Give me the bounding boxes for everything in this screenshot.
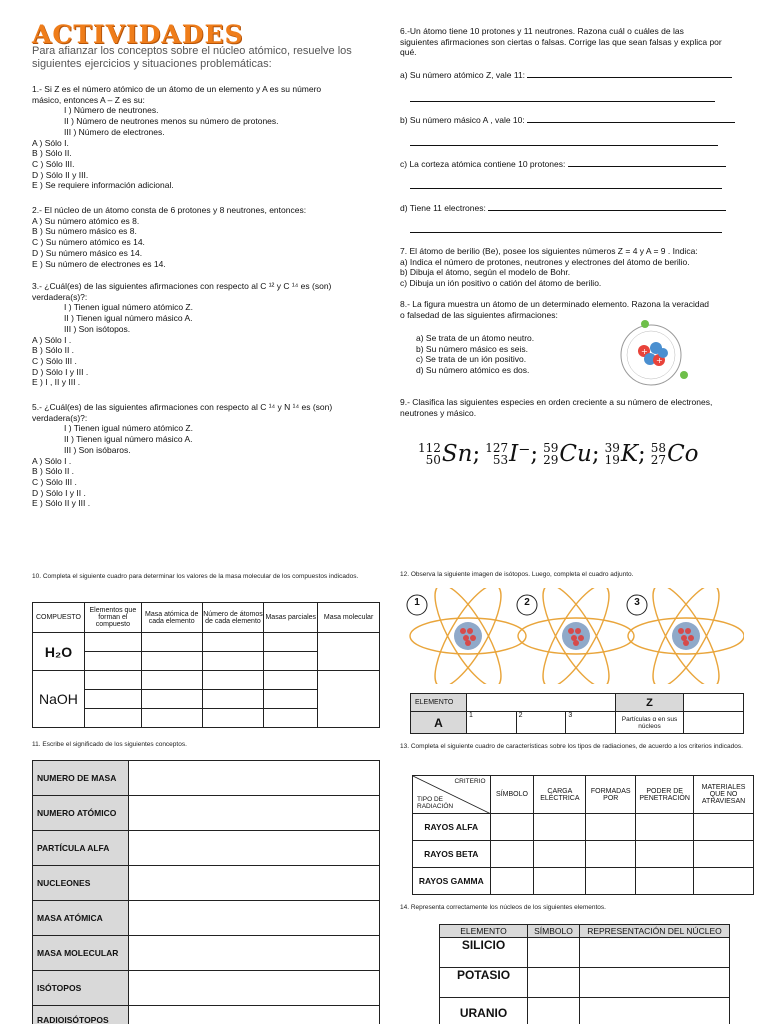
element-symbol: I⁻	[509, 441, 531, 467]
separator: ;	[472, 441, 481, 467]
atom-label: 2	[524, 597, 530, 608]
statement-item: III ) Número de electrones.	[64, 126, 165, 137]
nucleus-table	[439, 924, 730, 1024]
concept-cell: RADIOISÓTOPOS	[33, 1006, 129, 1024]
question-line: 9.- Clasifica las siguientes especies en orden creciente a su número de electrones,	[400, 397, 713, 407]
answer-line[interactable]	[410, 145, 718, 146]
answer-blank[interactable]	[527, 114, 735, 123]
answer-cell[interactable]	[490, 868, 534, 895]
answer-cell[interactable]	[516, 712, 566, 734]
answer-cell[interactable]	[84, 709, 141, 728]
answer-cell[interactable]	[684, 694, 744, 712]
question-14: 14. Representa correctamente los núcleos de los siguientes elementos.	[400, 904, 606, 911]
radiation-type: RAYOS ALFA	[413, 814, 491, 841]
table-header: Z	[616, 694, 684, 712]
concept-cell: ISÓTOPOS	[33, 971, 129, 1006]
mass-number: 59	[543, 441, 559, 455]
question-line: 6.-Un átomo tiene 10 protones y 11 neutrones. Razona cuál o cuáles de las	[400, 26, 684, 36]
answer-blank[interactable]	[527, 69, 732, 78]
statement-item: III ) Son isóbaros.	[64, 444, 131, 455]
atom-label: 3	[634, 597, 640, 608]
q6-item-c	[400, 158, 730, 170]
answer-cell[interactable]	[202, 652, 264, 671]
atomic-number: 29	[543, 453, 559, 467]
table-header: SÍMBOLO	[528, 925, 580, 938]
answer-cell[interactable]	[264, 709, 318, 728]
question-line: siguientes afirmaciones son ciertas o falsas. Corrige las que sean falsas y explica por	[400, 36, 722, 47]
answer-cell[interactable]	[636, 868, 694, 895]
electron-icon	[680, 371, 688, 379]
question-line: 2.- El núcleo de un átomo consta de 6 protones y 8 neutrones, entonces:	[32, 205, 307, 215]
answer-option: d) Su número atómico es dos.	[416, 365, 530, 376]
answer-option: B ) Sólo II.	[32, 148, 72, 159]
answer-cell[interactable]	[318, 671, 380, 728]
element-symbol: Sn	[441, 441, 473, 467]
element-name: SILICIO	[440, 938, 528, 968]
answer-cell[interactable]	[694, 814, 754, 841]
item-label: c) La corteza atómica contiene 10 protones:	[400, 159, 566, 169]
answer-cell[interactable]	[318, 633, 380, 671]
answer-cell[interactable]	[202, 633, 264, 652]
question-1	[32, 84, 377, 191]
answer-cell[interactable]	[490, 814, 534, 841]
answer-option: A ) Su número atómico es 8.	[32, 215, 140, 226]
answer-option: a) Se trata de un átomo neutro.	[416, 333, 535, 343]
statement-item: I ) Número de neutrones.	[64, 105, 159, 116]
answer-cell[interactable]	[264, 690, 318, 709]
nuclide	[605, 441, 651, 467]
concept-cell: NUMERO DE MASA	[33, 761, 129, 796]
atomic-number: 53	[492, 453, 509, 467]
answer-option: A ) Sólo I .	[32, 334, 72, 345]
question-line: 5.- ¿Cuál(es) de las siguientes afirmaciones con respecto al C ¹⁴ y N ¹⁴ es (son)	[32, 402, 333, 412]
answer-cell[interactable]	[586, 841, 636, 868]
q6-item-a	[400, 69, 730, 81]
answer-cell[interactable]	[129, 936, 380, 971]
concept-cell: NUMERO ATÓMICO	[33, 796, 129, 831]
answer-cell[interactable]	[580, 938, 730, 968]
answer-cell[interactable]	[580, 968, 730, 998]
intro-text: Para afianzar los conceptos sobre el núcleo atómico, resuelve los siguientes ejercicios y situaciones problemáticas:	[32, 45, 352, 70]
answer-cell[interactable]	[84, 652, 141, 671]
answer-cell[interactable]	[528, 938, 580, 968]
species-formula	[418, 441, 699, 467]
table-header: CARGA ELÉCTRICA	[534, 776, 586, 814]
question-line: qué.	[400, 47, 417, 58]
q6-item-d	[400, 202, 730, 214]
answer-option: E ) I , II y III .	[32, 377, 81, 388]
table-header: Partículas α en sus núcleos	[616, 712, 684, 734]
answer-cell[interactable]	[129, 866, 380, 901]
compound-cell: NaOH	[33, 671, 85, 728]
answer-cell[interactable]	[141, 709, 202, 728]
question-line: verdadera(s)?:	[32, 412, 88, 423]
answer-cell[interactable]	[84, 633, 141, 652]
answer-cell[interactable]	[129, 901, 380, 936]
question-line: a) Indica el número de protones, neutrones y electrones del átomo de berilio.	[400, 256, 690, 267]
answer-cell[interactable]	[586, 814, 636, 841]
element-symbol: Cu	[559, 441, 592, 467]
answer-cell[interactable]	[636, 841, 694, 868]
compound-cell: H₂O	[33, 633, 85, 671]
answer-cell[interactable]	[490, 841, 534, 868]
table-header: ELEMENTO	[411, 694, 467, 712]
page-title: ACTIVIDADES	[32, 20, 244, 49]
answer-option: D ) Sólo I y II .	[32, 487, 86, 498]
answer-option: C ) Su número atómico es 14.	[32, 237, 145, 248]
svg-text:+: +	[641, 347, 648, 356]
statement-item: I ) Tienen igual número atómico Z.	[64, 302, 193, 313]
answer-cell[interactable]	[129, 761, 380, 796]
question-line: 7. El átomo de berilio (Be), posee los siguientes números Z = 4 y A = 9 . Indica:	[400, 246, 698, 256]
table-header: ELEMENTO	[440, 925, 528, 938]
answer-cell[interactable]	[467, 694, 616, 712]
question-11: 11. Escribe el significado de los siguientes conceptos.	[32, 741, 187, 748]
answer-cell[interactable]	[694, 841, 754, 868]
svg-text:+: +	[656, 356, 663, 365]
question-line: másico, entonces A – Z es su:	[32, 94, 145, 105]
atom-label: 1	[414, 597, 420, 608]
mass-number: 58	[650, 441, 667, 455]
concept-cell: NUCLEONES	[33, 866, 129, 901]
question-line: verdadera(s)?:	[32, 291, 88, 302]
question-5	[32, 402, 377, 509]
marker: 3	[568, 712, 573, 719]
question-8	[400, 299, 745, 320]
answer-cell[interactable]	[129, 796, 380, 831]
answer-option: A ) Sólo I .	[32, 455, 72, 466]
table-header: Masa atómica de cada elemento	[141, 603, 202, 633]
separator: ;	[530, 441, 539, 467]
answer-option: C ) Sólo III .	[32, 476, 77, 487]
concepts-table	[32, 760, 380, 1024]
question-10: 10. Completa el siguiente cuadro para determinar los valores de la masa molecular de los compuestos indicados.	[32, 573, 359, 580]
answer-cell[interactable]	[580, 998, 730, 1024]
answer-cell[interactable]	[528, 998, 580, 1024]
question-12: 12. Observa la siguiente imagen de isótopos. Luego, completa el cuadro adjunto.	[400, 571, 634, 578]
answer-cell[interactable]	[202, 690, 264, 709]
marker: 2	[518, 712, 523, 719]
atom-illustration	[610, 318, 692, 392]
answer-option: E ) Se requiere información adicional.	[32, 180, 174, 191]
question-line: 3.- ¿Cuál(es) de las siguientes afirmaciones con respecto al C ¹² y C ¹⁴ es (son)	[32, 281, 332, 291]
mass-number: 39	[604, 441, 620, 455]
criterio-label: CRITERIO	[454, 778, 486, 785]
answer-cell[interactable]	[84, 690, 141, 709]
table-header: MATERIALES QUE NO ATRAVIESAN	[694, 776, 754, 814]
question-line: neutrones y másico.	[400, 407, 477, 418]
table-header: PODER DE PENETRACIÓN	[636, 776, 694, 814]
answer-cell[interactable]	[586, 868, 636, 895]
table-header: Elementos que forman el compuesto	[84, 603, 141, 633]
atomic-number: 27	[650, 453, 667, 467]
statement-item: II ) Tienen igual número másico A.	[64, 313, 193, 324]
answer-cell[interactable]	[141, 633, 202, 652]
separator: ;	[591, 441, 600, 467]
question-6	[400, 26, 745, 58]
nuclide	[418, 441, 485, 467]
radiation-type: RAYOS BETA	[413, 841, 491, 868]
answer-cell[interactable]	[534, 841, 586, 868]
nuclide	[485, 441, 543, 467]
item-label: b) Su número másico A , vale 10:	[400, 115, 525, 125]
statement-item: III ) Son isótopos.	[64, 323, 131, 334]
question-2	[32, 205, 377, 269]
question-8-options	[416, 333, 616, 376]
answer-option: B ) Su número másico es 8.	[32, 226, 137, 237]
question-9	[400, 397, 745, 418]
answer-option: b) Su número másico es seis.	[416, 343, 528, 354]
isotopes-table	[410, 693, 744, 734]
element-name: URANIO	[440, 998, 528, 1024]
question-line: 1.- Si Z es el número atómico de un átomo de un elemento y A es su número	[32, 84, 322, 94]
question-line: o falsedad de las siguientes afirmaciones:	[400, 309, 558, 320]
answer-option: E ) Sólo II y III .	[32, 498, 91, 509]
answer-cell[interactable]	[129, 971, 380, 1006]
table-header: Número de átomos de cada elemento	[202, 603, 264, 633]
question-line: 8.- La figura muestra un átomo de un determinado elemento. Razona la veracidad	[400, 299, 710, 309]
table-header: FORMADAS POR	[586, 776, 636, 814]
concept-cell: MASA ATÓMICA	[33, 901, 129, 936]
answer-cell[interactable]	[534, 814, 586, 841]
atomic-number: 50	[425, 453, 441, 467]
answer-cell[interactable]	[534, 868, 586, 895]
answer-cell[interactable]	[264, 652, 318, 671]
question-13: 13. Completa el siguiente cuadro de características sobre los tipos de radiaciones, de acuerdo a los criterios indicados.	[400, 743, 743, 750]
table-header: Masa molecular	[318, 603, 380, 633]
mass-number: 127	[485, 441, 509, 455]
answer-option: C ) Sólo III.	[32, 158, 75, 169]
statement-item: II ) Número de neutrones menos su número de protones.	[64, 116, 279, 127]
answer-cell[interactable]	[264, 633, 318, 652]
answer-option: D ) Sólo I y III .	[32, 366, 89, 377]
question-line: b) Dibuja el átomo, según el modelo de Bohr.	[400, 267, 571, 278]
answer-option: E ) Su número de electrones es 14.	[32, 258, 166, 269]
marker: 1	[469, 712, 473, 719]
answer-cell[interactable]	[694, 868, 754, 895]
q6-item-b	[400, 114, 730, 126]
answer-cell[interactable]	[202, 671, 264, 690]
element-symbol: K	[620, 441, 639, 467]
radiation-type: RAYOS GAMMA	[413, 868, 491, 895]
isotopes-figure	[400, 588, 744, 684]
answer-option: D ) Su número másico es 14.	[32, 247, 143, 258]
answer-cell[interactable]	[129, 831, 380, 866]
answer-option: D ) Sólo II y III.	[32, 169, 89, 180]
answer-cell[interactable]	[141, 690, 202, 709]
answer-blank[interactable]	[568, 158, 726, 167]
element-symbol: Co	[667, 441, 699, 467]
table-header: REPRESENTACIÓN DEL NÚCLEO	[580, 925, 730, 938]
answer-blank[interactable]	[488, 202, 726, 211]
answer-option: C ) Sólo III .	[32, 355, 77, 366]
answer-cell[interactable]	[129, 1006, 380, 1024]
table-corner	[413, 776, 491, 814]
answer-cell[interactable]	[141, 671, 202, 690]
answer-line[interactable]	[410, 101, 715, 102]
answer-line[interactable]	[410, 188, 722, 189]
molecular-mass-table	[32, 602, 380, 728]
answer-cell[interactable]	[467, 712, 517, 734]
mass-number: 112	[418, 441, 441, 455]
question-line: c) Dibuja un ión positivo o catión del átomo de berilio.	[400, 278, 602, 289]
answer-option: c) Se trata de un ión positivo.	[416, 354, 527, 365]
answer-option: A ) Sólo I.	[32, 137, 69, 148]
answer-cell[interactable]	[202, 709, 264, 728]
answer-cell[interactable]	[684, 712, 744, 734]
answer-cell[interactable]	[84, 671, 141, 690]
nuclide	[651, 441, 699, 467]
table-header: A	[411, 712, 467, 734]
question-7	[400, 246, 745, 289]
answer-cell[interactable]	[141, 652, 202, 671]
answer-option: B ) Sólo II .	[32, 345, 75, 356]
answer-option: B ) Sólo II .	[32, 466, 75, 477]
table-header: Masas parciales	[264, 603, 318, 633]
answer-line[interactable]	[410, 232, 722, 233]
radiation-table	[412, 775, 754, 895]
separator: ;	[638, 441, 646, 467]
table-header: SÍMBOLO	[490, 776, 534, 814]
concept-cell: MASA MOLECULAR	[33, 936, 129, 971]
item-label: d) Tiene 11 electrones:	[400, 203, 486, 213]
item-label: a) Su número atómico Z, vale 11:	[400, 70, 526, 80]
question-3	[32, 281, 377, 388]
atomic-number: 19	[604, 453, 620, 467]
statement-item: I ) Tienen igual número atómico Z.	[64, 423, 193, 434]
answer-cell[interactable]	[528, 968, 580, 998]
nuclide	[543, 441, 604, 467]
answer-cell[interactable]	[636, 814, 694, 841]
statement-item: II ) Tienen igual número másico A.	[64, 434, 193, 445]
table-header: COMPUESTO	[33, 603, 85, 633]
tipo-label: TIPO DE RADIACIÓN	[417, 796, 454, 810]
concept-cell: PARTÍCULA ALFA	[33, 831, 129, 866]
answer-cell[interactable]	[264, 671, 318, 690]
element-name: POTASIO	[440, 968, 528, 998]
electron-icon	[641, 320, 649, 328]
answer-cell[interactable]	[566, 712, 616, 734]
